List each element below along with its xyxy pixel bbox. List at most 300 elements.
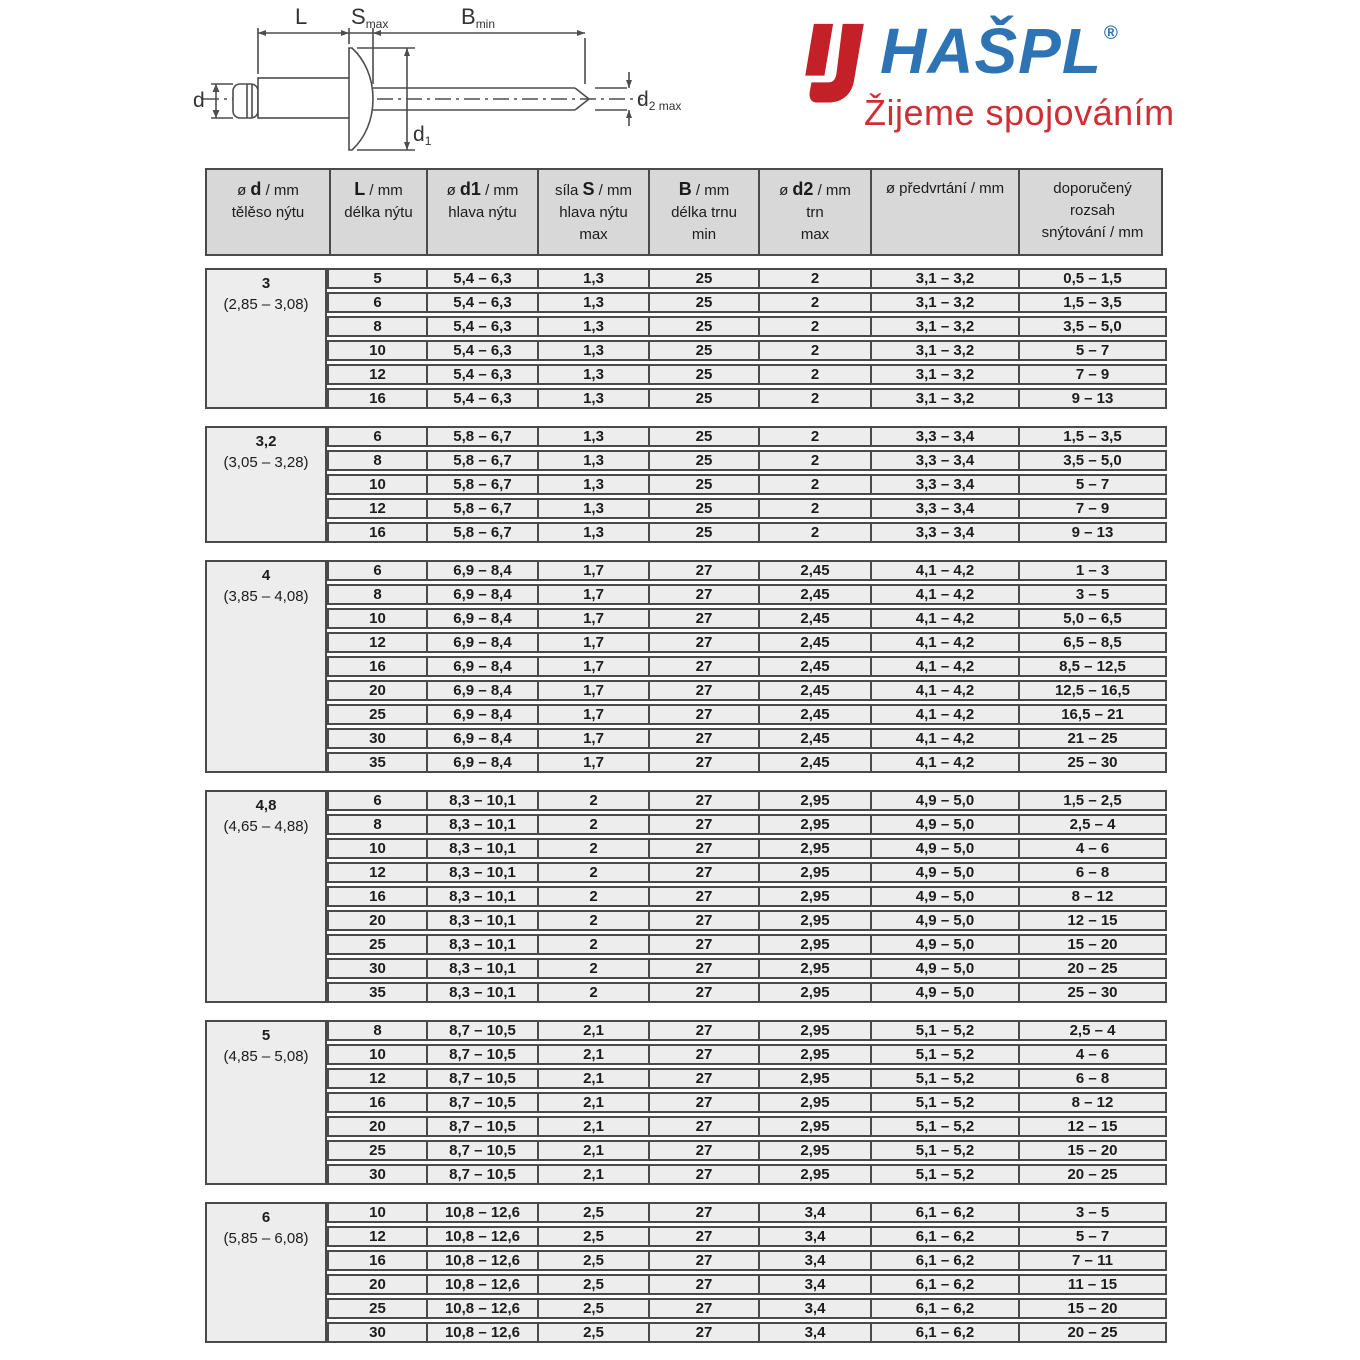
table-cell: 2 <box>537 912 648 929</box>
table-cell: 25 <box>648 428 758 445</box>
table-cell: 4,9 – 5,0 <box>870 864 1018 881</box>
table-cell: 9 – 13 <box>1018 524 1165 541</box>
table-cell: 2 <box>758 524 870 541</box>
table-cell: 2 <box>537 816 648 833</box>
header-subline: hlava nýtu <box>559 204 628 221</box>
table-row <box>327 522 1167 543</box>
header-text: síla <box>554 182 583 199</box>
table-cell: 8,5 – 12,5 <box>1018 658 1165 675</box>
table-cell: 5,4 – 6,3 <box>426 366 537 383</box>
table-cell: 6,9 – 8,4 <box>426 730 537 747</box>
table-row <box>327 886 1167 907</box>
table-cell: 3,1 – 3,2 <box>870 294 1018 311</box>
table-cell: 6,1 – 6,2 <box>870 1276 1018 1293</box>
group-size: 3 <box>261 275 271 292</box>
table-row <box>327 474 1167 495</box>
table-row <box>327 292 1167 313</box>
header-subline: doporučený <box>1053 180 1132 197</box>
table-cell: 10,8 – 12,6 <box>426 1324 537 1341</box>
header-title-line <box>331 178 426 202</box>
table-cell: 5,8 – 6,7 <box>426 428 537 445</box>
table-row <box>327 268 1167 289</box>
table-row <box>327 1116 1167 1137</box>
table-cell: 12 <box>369 1070 386 1087</box>
table-cell: 27 <box>648 1276 758 1293</box>
table-cell: 16 <box>369 390 386 407</box>
table-cell: 6,1 – 6,2 <box>870 1228 1018 1245</box>
table-cell: 25 <box>369 936 386 953</box>
header-title-line <box>650 178 758 202</box>
table-cell: 8,3 – 10,1 <box>426 888 537 905</box>
table-cell: 1,3 <box>537 476 648 493</box>
table-cell: 25 – 30 <box>1018 754 1165 771</box>
table-cell: 2,45 <box>758 586 870 603</box>
rivet-spec-table <box>205 168 1163 1360</box>
table-cell: 2 <box>758 342 870 359</box>
table-cell: 15 – 20 <box>1018 1300 1165 1317</box>
table-cell: 3,4 <box>758 1252 870 1269</box>
table-cell: 2,95 <box>758 1070 870 1087</box>
table-cell: 3,5 – 5,0 <box>1018 318 1165 335</box>
table-cell: 27 <box>648 1204 758 1221</box>
table-cell: 10 <box>369 476 386 493</box>
table-cell: 6,9 – 8,4 <box>426 754 537 771</box>
table-cell: 3,3 – 3,4 <box>870 452 1018 469</box>
group-rows <box>327 1202 1167 1343</box>
group-range: (3,85 – 4,08) <box>223 588 309 605</box>
table-cell: 2,95 <box>758 1094 870 1111</box>
table-cell: 5,1 – 5,2 <box>870 1118 1018 1135</box>
table-cell: 8 <box>373 1022 382 1039</box>
table-cell: 25 <box>648 524 758 541</box>
table-cell: 27 <box>648 1046 758 1063</box>
table-cell: 3,4 <box>758 1276 870 1293</box>
table-cell: 2,1 <box>537 1094 648 1111</box>
header-text: / mm <box>480 182 519 199</box>
table-cell: 6,9 – 8,4 <box>426 586 537 603</box>
header-title-line <box>207 178 329 202</box>
table-cell: 30 <box>369 960 386 977</box>
table-cell: 2,1 <box>537 1118 648 1135</box>
table-cell: 12 <box>369 634 386 651</box>
table-cell: 3,1 – 3,2 <box>870 390 1018 407</box>
table-cell: 25 <box>648 294 758 311</box>
table-cell: 6,5 – 8,5 <box>1018 634 1165 651</box>
table-cell: 1,7 <box>537 658 648 675</box>
table-cell: 20 <box>369 1276 386 1293</box>
table-cell: 27 <box>648 1118 758 1135</box>
table-cell: 6,1 – 6,2 <box>870 1252 1018 1269</box>
table-cell: 1,7 <box>537 610 648 627</box>
header-symbol: S <box>582 179 595 199</box>
table-header <box>205 168 1163 256</box>
table-cell: 5 – 7 <box>1018 1228 1165 1245</box>
table-cell: 2 <box>758 500 870 517</box>
group-block <box>205 560 1163 773</box>
table-cell: 1,3 <box>537 342 648 359</box>
haspl-logo <box>796 12 1176 142</box>
table-cell: 1,3 <box>537 366 648 383</box>
table-cell: 25 <box>369 706 386 723</box>
table-cell: 35 <box>369 984 386 1001</box>
table-cell: 8,3 – 10,1 <box>426 840 537 857</box>
table-cell: 3 – 5 <box>1018 1204 1165 1221</box>
table-cell: 10 <box>369 342 386 359</box>
table-cell: 27 <box>648 864 758 881</box>
table-cell: 2 <box>537 936 648 953</box>
table-cell: 25 <box>648 342 758 359</box>
group-range: (4,65 – 4,88) <box>223 818 309 835</box>
dim-label-B: Bmin <box>461 4 496 31</box>
table-cell: 1 – 3 <box>1018 562 1165 579</box>
table-cell: 5,4 – 6,3 <box>426 294 537 311</box>
header-symbol: L <box>354 179 366 199</box>
table-cell: 2,95 <box>758 984 870 1001</box>
table-cell: 12 – 15 <box>1018 912 1165 929</box>
table-cell: 2,95 <box>758 864 870 881</box>
table-cell: 4,1 – 4,2 <box>870 562 1018 579</box>
header-text: / mm <box>813 182 851 199</box>
table-cell: 6,1 – 6,2 <box>870 1204 1018 1221</box>
table-cell: 5,1 – 5,2 <box>870 1166 1018 1183</box>
table-cell: 16,5 – 21 <box>1018 706 1165 723</box>
table-cell: 10,8 – 12,6 <box>426 1228 537 1245</box>
table-cell: 2,5 <box>537 1252 648 1269</box>
table-cell: 2,1 <box>537 1070 648 1087</box>
header-symbol: d1 <box>459 179 481 199</box>
table-cell: 25 <box>648 476 758 493</box>
table-cell: 4,1 – 4,2 <box>870 682 1018 699</box>
table-cell: 2 <box>758 270 870 287</box>
table-cell: 1,3 <box>537 524 648 541</box>
header-subline: max <box>579 226 608 243</box>
table-cell: 2,95 <box>758 888 870 905</box>
table-cell: 27 <box>648 658 758 675</box>
table-cell: 8,3 – 10,1 <box>426 912 537 929</box>
table-cell: 12 <box>369 366 386 383</box>
table-cell: 27 <box>648 610 758 627</box>
table-cell: 20 <box>369 682 386 699</box>
table-cell: 5,0 – 6,5 <box>1018 610 1165 627</box>
group-size: 4 <box>261 567 271 584</box>
table-cell: 5,8 – 6,7 <box>426 524 537 541</box>
table-cell: 12 <box>369 500 386 517</box>
table-cell: 1,7 <box>537 562 648 579</box>
table-row <box>327 862 1167 883</box>
table-cell: 3 – 5 <box>1018 586 1165 603</box>
table-cell: 1,3 <box>537 428 648 445</box>
table-row <box>327 1092 1167 1113</box>
table-cell: 1,5 – 2,5 <box>1018 792 1165 809</box>
table-row <box>327 1020 1167 1041</box>
table-row <box>327 1068 1167 1089</box>
table-cell: 7 – 9 <box>1018 500 1165 517</box>
table-groups <box>205 268 1163 1343</box>
table-cell: 16 <box>369 658 386 675</box>
table-cell: 5,1 – 5,2 <box>870 1094 1018 1111</box>
table-cell: 3,3 – 3,4 <box>870 476 1018 493</box>
table-cell: 4 – 6 <box>1018 1046 1165 1063</box>
table-cell: 4,1 – 4,2 <box>870 730 1018 747</box>
table-row <box>327 680 1167 701</box>
table-cell: 6,9 – 8,4 <box>426 658 537 675</box>
table-cell: 2 <box>537 864 648 881</box>
table-row <box>327 560 1167 581</box>
table-cell: 2 <box>758 318 870 335</box>
table-cell: 12 <box>369 864 386 881</box>
header-text: ø předvrtání / mm <box>885 180 1005 197</box>
table-cell: 2,5 <box>537 1324 648 1341</box>
table-cell: 2,1 <box>537 1142 648 1159</box>
table-cell: 2,45 <box>758 634 870 651</box>
table-cell: 3,1 – 3,2 <box>870 270 1018 287</box>
header-subline: snýtování / mm <box>1041 224 1144 241</box>
header-title-line <box>428 178 537 202</box>
header-cell <box>1018 170 1165 254</box>
group-size-cell <box>205 1020 327 1185</box>
table-cell: 27 <box>648 912 758 929</box>
table-cell: 4,9 – 5,0 <box>870 816 1018 833</box>
table-row <box>327 934 1167 955</box>
header-text: / mm <box>691 182 730 199</box>
table-cell: 27 <box>648 754 758 771</box>
table-cell: 1,7 <box>537 706 648 723</box>
table-cell: 16 <box>369 1252 386 1269</box>
table-cell: 25 <box>648 500 758 517</box>
header-text: ø <box>446 182 460 199</box>
header-subline: délka nýtu <box>344 204 413 221</box>
header-subline: hlava nýtu <box>448 204 517 221</box>
table-cell: 6,1 – 6,2 <box>870 1324 1018 1341</box>
header-symbol: d2 <box>792 179 814 199</box>
table-row <box>327 790 1167 811</box>
table-cell: 2,45 <box>758 610 870 627</box>
table-cell: 27 <box>648 586 758 603</box>
mandrel-knob <box>233 84 258 118</box>
table-cell: 2,5 <box>537 1204 648 1221</box>
group-rows <box>327 560 1167 773</box>
table-cell: 8,3 – 10,1 <box>426 984 537 1001</box>
table-cell: 27 <box>648 1070 758 1087</box>
table-cell: 2,95 <box>758 840 870 857</box>
haspl-logo-mark-icon <box>798 20 872 116</box>
header-text: ø <box>237 182 251 199</box>
table-cell: 8,7 – 10,5 <box>426 1166 537 1183</box>
table-cell: 2 <box>758 452 870 469</box>
table-cell: 4,1 – 4,2 <box>870 658 1018 675</box>
table-cell: 2,5 <box>537 1300 648 1317</box>
table-cell: 8,7 – 10,5 <box>426 1118 537 1135</box>
dim-label-d1: d1 <box>413 123 432 148</box>
table-cell: 10,8 – 12,6 <box>426 1300 537 1317</box>
table-row <box>327 608 1167 629</box>
group-block <box>205 1202 1163 1343</box>
table-cell: 35 <box>369 754 386 771</box>
table-cell: 1,3 <box>537 500 648 517</box>
table-row <box>327 316 1167 337</box>
header-symbol: B <box>678 179 692 199</box>
table-cell: 5 – 7 <box>1018 476 1165 493</box>
table-cell: 8 <box>373 318 382 335</box>
group-block <box>205 268 1163 409</box>
group-block <box>205 426 1163 543</box>
table-cell: 4,1 – 4,2 <box>870 634 1018 651</box>
table-cell: 6 – 8 <box>1018 864 1165 881</box>
table-row <box>327 1250 1167 1271</box>
table-cell: 2 <box>758 428 870 445</box>
table-cell: 25 <box>648 366 758 383</box>
table-cell: 27 <box>648 1094 758 1111</box>
table-cell: 2 <box>758 366 870 383</box>
table-cell: 27 <box>648 1324 758 1341</box>
group-rows <box>327 268 1167 409</box>
table-cell: 7 – 11 <box>1018 1252 1165 1269</box>
rivet-diagram <box>185 0 685 162</box>
dim-label-d2: d2 max <box>637 88 682 113</box>
table-cell: 27 <box>648 706 758 723</box>
table-cell: 27 <box>648 1166 758 1183</box>
table-cell: 5,8 – 6,7 <box>426 476 537 493</box>
table-cell: 8,7 – 10,5 <box>426 1046 537 1063</box>
table-cell: 12 <box>369 1228 386 1245</box>
table-cell: 27 <box>648 1022 758 1039</box>
table-cell: 1,5 – 3,5 <box>1018 294 1165 311</box>
table-cell: 3,5 – 5,0 <box>1018 452 1165 469</box>
table-cell: 8,3 – 10,1 <box>426 936 537 953</box>
table-cell: 0,5 – 1,5 <box>1018 270 1165 287</box>
table-cell: 1,3 <box>537 318 648 335</box>
table-cell: 2,95 <box>758 1118 870 1135</box>
table-cell: 5,8 – 6,7 <box>426 452 537 469</box>
table-cell: 2,45 <box>758 658 870 675</box>
table-cell: 8 <box>373 452 382 469</box>
table-cell: 3,1 – 3,2 <box>870 366 1018 383</box>
table-cell: 3,1 – 3,2 <box>870 318 1018 335</box>
table-cell: 5,4 – 6,3 <box>426 390 537 407</box>
header-subline: délka trnu <box>671 204 737 221</box>
table-cell: 27 <box>648 562 758 579</box>
table-cell: 1,7 <box>537 754 648 771</box>
dim-label-L: L <box>295 4 308 29</box>
table-cell: 4,1 – 4,2 <box>870 706 1018 723</box>
table-cell: 2,95 <box>758 960 870 977</box>
table-cell: 5,1 – 5,2 <box>870 1022 1018 1039</box>
table-cell: 8,3 – 10,1 <box>426 960 537 977</box>
table-cell: 6,9 – 8,4 <box>426 682 537 699</box>
table-cell: 8,7 – 10,5 <box>426 1094 537 1111</box>
table-cell: 4,1 – 4,2 <box>870 586 1018 603</box>
table-cell: 6,1 – 6,2 <box>870 1300 1018 1317</box>
table-cell: 2 <box>537 984 648 1001</box>
table-row <box>327 388 1167 409</box>
table-cell: 27 <box>648 634 758 651</box>
header-text: / mm <box>365 182 403 199</box>
table-cell: 2 <box>758 476 870 493</box>
group-size-cell <box>205 426 327 543</box>
table-cell: 5,4 – 6,3 <box>426 270 537 287</box>
dim-label-S: Smax <box>351 4 389 31</box>
table-cell: 25 <box>648 452 758 469</box>
table-row <box>327 1044 1167 1065</box>
table-cell: 6,9 – 8,4 <box>426 634 537 651</box>
table-cell: 25 <box>369 1300 386 1317</box>
table-row <box>327 498 1167 519</box>
table-cell: 3,4 <box>758 1300 870 1317</box>
table-cell: 10 <box>369 1204 386 1221</box>
table-cell: 2 <box>537 840 648 857</box>
table-cell: 5 <box>373 270 382 287</box>
table-row <box>327 1226 1167 1247</box>
table-cell: 25 <box>648 270 758 287</box>
header-cell <box>426 170 537 254</box>
table-row <box>327 1140 1167 1161</box>
header-subline: max <box>800 226 830 243</box>
group-range: (3,05 – 3,28) <box>223 454 309 471</box>
table-cell: 4,9 – 5,0 <box>870 936 1018 953</box>
table-cell: 4,9 – 5,0 <box>870 840 1018 857</box>
table-cell: 6,9 – 8,4 <box>426 562 537 579</box>
table-cell: 4,9 – 5,0 <box>870 888 1018 905</box>
table-cell: 10,8 – 12,6 <box>426 1276 537 1293</box>
group-rows <box>327 426 1167 543</box>
table-cell: 5,1 – 5,2 <box>870 1142 1018 1159</box>
table-cell: 5,1 – 5,2 <box>870 1070 1018 1087</box>
table-cell: 1,3 <box>537 270 648 287</box>
table-cell: 4,9 – 5,0 <box>870 912 1018 929</box>
table-cell: 5,1 – 5,2 <box>870 1046 1018 1063</box>
table-cell: 2,45 <box>758 562 870 579</box>
header-cell <box>648 170 758 254</box>
table-cell: 2,95 <box>758 936 870 953</box>
table-cell: 2,45 <box>758 730 870 747</box>
table-cell: 3,4 <box>758 1324 870 1341</box>
table-cell: 2,45 <box>758 706 870 723</box>
table-cell: 10 <box>369 610 386 627</box>
table-row <box>327 1298 1167 1319</box>
table-cell: 6 <box>373 562 382 579</box>
group-rows <box>327 1020 1167 1185</box>
table-row <box>327 814 1167 835</box>
table-cell: 27 <box>648 682 758 699</box>
table-cell: 2 <box>537 960 648 977</box>
header-cell <box>870 170 1018 254</box>
table-cell: 4 – 6 <box>1018 840 1165 857</box>
table-cell: 1,5 – 3,5 <box>1018 428 1165 445</box>
group-range: (5,85 – 6,08) <box>223 1230 309 1247</box>
table-cell: 15 – 20 <box>1018 1142 1165 1159</box>
table-row <box>327 958 1167 979</box>
group-range: (2,85 – 3,08) <box>223 296 309 313</box>
table-cell: 4,9 – 5,0 <box>870 984 1018 1001</box>
table-cell: 8 – 12 <box>1018 888 1165 905</box>
table-cell: 1,7 <box>537 730 648 747</box>
brand-name: HAŠPL ® <box>880 15 1119 87</box>
table-row <box>327 1274 1167 1295</box>
table-cell: 10,8 – 12,6 <box>426 1204 537 1221</box>
group-block <box>205 1020 1163 1185</box>
table-cell: 8 – 12 <box>1018 1094 1165 1111</box>
table-cell: 20 – 25 <box>1018 1324 1165 1341</box>
table-cell: 12 – 15 <box>1018 1118 1165 1135</box>
table-cell: 20 <box>369 912 386 929</box>
table-cell: 25 <box>648 390 758 407</box>
table-cell: 2 <box>537 792 648 809</box>
table-row <box>327 426 1167 447</box>
table-cell: 6,9 – 8,4 <box>426 706 537 723</box>
rivet-head <box>349 48 373 150</box>
table-cell: 2,95 <box>758 912 870 929</box>
group-size-cell <box>205 560 327 773</box>
